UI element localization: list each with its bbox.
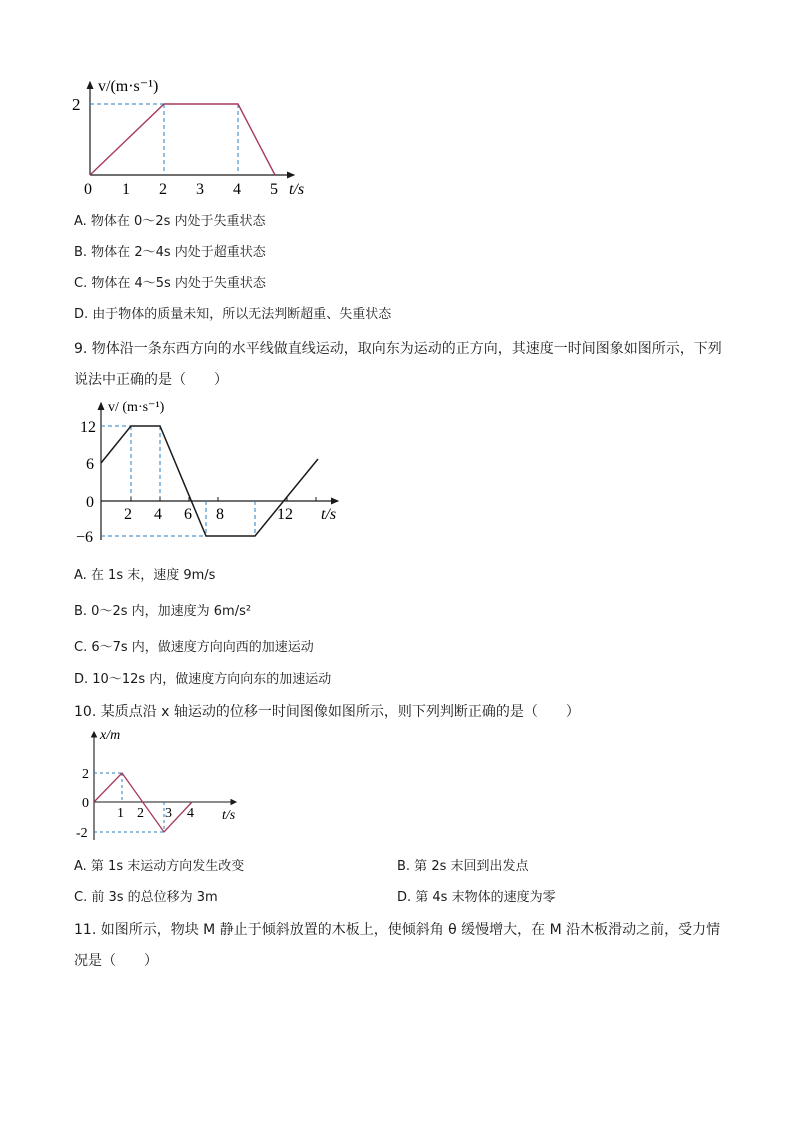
x-tick-label: 3 (165, 806, 172, 821)
option-q9-c: C. 6～7s 内，做速度方向向西的加速运动 (74, 640, 314, 655)
question-11 (74, 920, 734, 971)
y-tick-label: -2 (76, 826, 88, 841)
y-tick-label: 2 (82, 767, 89, 782)
x-tick-label: 4 (233, 181, 241, 198)
option-q9-b: B. 0～2s 内，加速度为 6m/s² (74, 604, 252, 619)
question-9-line-2: 说法中正确的是（ ） (74, 372, 228, 388)
x-tick-label: 2 (137, 806, 144, 821)
velocity-curve (90, 104, 275, 175)
option-q8-a: A. 物体在 0～2s 内处于失重状态 (74, 214, 266, 229)
option-q8-b: B. 物体在 2～4s 内处于超重状态 (74, 245, 266, 260)
x-axis-label: t/s (289, 181, 305, 198)
y-tick-label: 0 (86, 494, 94, 511)
option-q9-a: A. 在 1s 末，速度 9m/s (74, 568, 216, 583)
x-tick-label: 1 (117, 806, 124, 821)
question-9-line-1: 9. 物体沿一条东西方向的水平线做直线运动，取向东为运动的正方向，其速度一时间图象如图所示，下列 (74, 341, 722, 357)
x-tick-label: 6 (184, 506, 192, 523)
x-tick-label: 0 (84, 181, 92, 198)
option-q10-b: B. 第 2s 末回到出发点 (397, 859, 529, 874)
option-q10-d: D. 第 4s 末物体的速度为零 (397, 890, 556, 905)
x-tick-label: 12 (277, 506, 293, 523)
question-10 (74, 702, 734, 722)
y-tick-label: 2 (72, 95, 81, 114)
x-tick-label: 1 (122, 181, 130, 198)
x-axis-label: t/s (222, 808, 236, 823)
velocity-time-graph-q9 (76, 395, 356, 555)
option-q8-c: C. 物体在 4～5s 内处于失重状态 (74, 276, 266, 291)
x-tick-label: 5 (270, 181, 278, 198)
x-tick-label: 8 (216, 506, 224, 523)
y-tick-label: 0 (82, 796, 89, 811)
x-tick-label: 3 (196, 181, 204, 198)
y-axis-label: x/m (100, 728, 121, 743)
question-11-line-1: 11. 如图所示，物块 M 静止于倾斜放置的木板上，使倾斜角 θ 缓慢增大，在 M 沿木板滑动之前，受力情 (74, 922, 721, 938)
option-q8-d: D. 由于物体的质量未知，所以无法判断超重、失重状态 (74, 307, 392, 322)
y-axis-label: v/ (m·s⁻¹) (108, 400, 165, 415)
option-q10-a: A. 第 1s 末运动方向发生改变 (74, 859, 245, 874)
displacement-time-graph-q10 (76, 722, 246, 847)
y-tick-label: 6 (86, 456, 94, 473)
x-tick-label: 2 (124, 506, 132, 523)
y-tick-label: 12 (80, 419, 96, 436)
question-9 (74, 339, 734, 390)
y-tick-label: −6 (76, 529, 94, 546)
option-q9-d: D. 10～12s 内，做速度方向向东的加速运动 (74, 672, 332, 687)
x-tick-label: 4 (154, 506, 162, 523)
question-10-line-1: 10. 某质点沿 x 轴运动的位移一时间图像如图所示，则下列判断正确的是（ ） (74, 704, 580, 720)
question-11-line-2: 况是（ ） (74, 953, 158, 969)
x-axis-label: t/s (321, 506, 337, 523)
x-tick-label: 4 (187, 806, 194, 821)
option-q10-c: C. 前 3s 的总位移为 3m (74, 890, 218, 905)
velocity-time-graph-q8 (60, 72, 330, 202)
x-tick-label: 2 (159, 181, 167, 198)
y-axis-label: v/(m·s⁻¹) (98, 78, 159, 95)
